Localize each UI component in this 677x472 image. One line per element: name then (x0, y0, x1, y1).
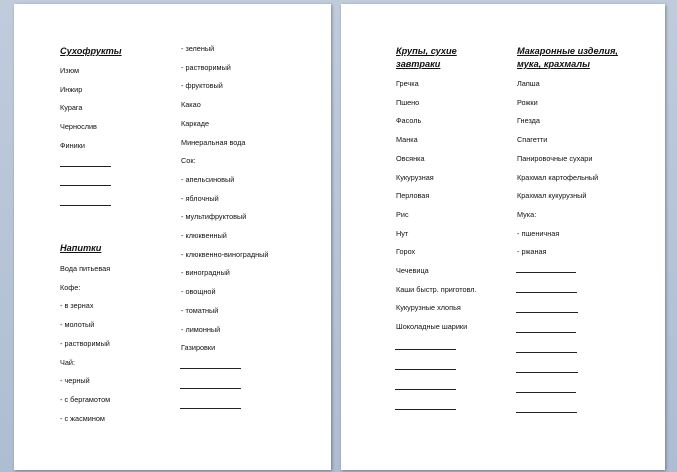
section-heading-pasta-flour: Макаронные изделия, (517, 46, 618, 56)
list-item: Какао (181, 100, 201, 110)
blank-fill-line (180, 408, 241, 409)
list-item: Чернослив (60, 122, 97, 132)
blank-fill-line (60, 166, 111, 167)
list-item: - пшеничная (517, 228, 560, 238)
list-item: - лимонный (181, 324, 221, 334)
list-item: Изюм (60, 66, 79, 75)
blank-fill-line (516, 292, 577, 293)
blank-fill-line (516, 392, 576, 393)
list-item: - фруктовый (181, 81, 223, 91)
document-page-1 (14, 4, 331, 470)
list-item: Кофе: (60, 282, 81, 292)
list-item: Сок: (181, 156, 196, 166)
blank-fill-line (516, 352, 577, 353)
list-item: Рис (396, 209, 409, 219)
list-item: Гречка (396, 79, 419, 88)
list-item: Крахмал картофельный (517, 172, 599, 182)
list-item: Минеральная вода (181, 137, 246, 147)
blank-fill-line (516, 372, 578, 373)
list-item: Шоколадные шарики (396, 322, 468, 332)
list-item: - овощной (181, 287, 216, 297)
blank-fill-line (516, 312, 578, 313)
blank-fill-line (60, 205, 111, 206)
list-item: Горох (396, 247, 416, 257)
list-item: Манка (396, 135, 418, 145)
list-item: Овсянка (396, 153, 425, 163)
section-heading-cereals: Крупы, сухие (396, 46, 457, 56)
list-item: Каши быстр. приготовл. (396, 284, 477, 294)
list-item: - с бергамотом (60, 394, 111, 404)
section-heading-drinks: Напитки (60, 243, 102, 253)
list-item: Кукурузные хлопья (396, 303, 461, 313)
list-item: Инжир (60, 84, 83, 94)
list-item: - клюквенный (181, 231, 227, 240)
document-page-2 (341, 4, 665, 470)
list-item: - томатный (181, 305, 219, 315)
section-heading-dried-fruits: Сухофрукты (60, 46, 122, 56)
section-heading-cereals-line2: завтраки (396, 59, 441, 69)
list-item: Лапша (517, 79, 540, 88)
list-item: - клюквенно-виноградный (181, 249, 269, 259)
list-item: - в зернах (60, 301, 94, 311)
list-item: Курага (60, 103, 83, 113)
blank-fill-line (516, 332, 576, 333)
blank-fill-line (60, 185, 111, 186)
list-item: Газировки (181, 343, 216, 353)
blank-fill-line (180, 368, 241, 369)
list-item: Финики (60, 140, 85, 150)
blank-fill-line (516, 412, 577, 413)
blank-fill-line (395, 389, 456, 390)
list-item: - ржаная (517, 247, 547, 257)
list-item: Каркаде (181, 118, 210, 128)
list-item: - зеленый (181, 44, 215, 53)
blank-fill-line (516, 272, 576, 273)
list-item: Вода питьевая (60, 264, 111, 273)
list-item: Рожки (517, 97, 538, 107)
list-item: Чечевица (396, 266, 429, 275)
list-item: Панировочные сухари (517, 153, 593, 163)
list-item: - яблочный (181, 193, 219, 203)
list-item: - растворимый (181, 62, 231, 72)
list-item: - мультифруктовый (181, 212, 247, 222)
list-item: Кукурузная (396, 172, 434, 182)
list-item: Чай: (60, 357, 76, 367)
list-item: Нут (396, 228, 409, 238)
list-item: - черный (60, 376, 90, 386)
blank-fill-line (395, 369, 456, 370)
list-item: - апельсиновый (181, 174, 235, 184)
list-item: - растворимый (60, 338, 110, 348)
list-item: Фасоль (396, 116, 422, 126)
list-item: Пшено (396, 97, 420, 107)
section-heading-pasta-flour-line2: мука, крахмалы (517, 59, 590, 69)
blank-fill-line (395, 409, 456, 410)
list-item: Крахмал кукурузный (517, 191, 587, 201)
list-item: Мука: (517, 209, 537, 219)
list-item: - молотый (60, 320, 95, 330)
blank-fill-line (180, 388, 241, 389)
list-item: - виноградный (181, 268, 230, 278)
list-item: - с жасмином (60, 413, 105, 423)
list-item: Гнезда (517, 116, 540, 126)
blank-fill-line (395, 349, 456, 350)
list-item: Перловая (396, 191, 430, 201)
list-item: Спагетти (517, 135, 548, 145)
